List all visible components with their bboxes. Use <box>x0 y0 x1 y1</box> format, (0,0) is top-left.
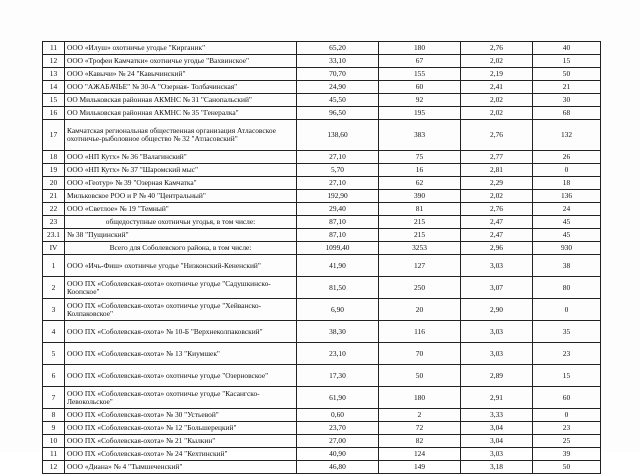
row-number: 21 <box>43 190 65 203</box>
table-row <box>43 299 601 321</box>
table-row <box>43 190 601 203</box>
table-row <box>43 68 601 81</box>
row-name: ООО ПХ «Соболевская-охота» охотничье угодье "Озерновское" <box>65 365 297 387</box>
row-col-b: 124 <box>379 448 461 461</box>
row-number: 12 <box>43 461 65 474</box>
row-name: ООО «НП Кутх» № 37 "Шаромский мыс" <box>65 164 297 177</box>
row-area: 33,10 <box>297 55 379 68</box>
row-area: 61,90 <box>297 387 379 409</box>
row-col-b: 127 <box>379 255 461 277</box>
row-col-c: 3,03 <box>461 255 533 277</box>
row-number: 3 <box>43 299 65 321</box>
row-col-c: 2,02 <box>461 190 533 203</box>
row-col-c: 2,02 <box>461 55 533 68</box>
row-col-c: 2,77 <box>461 151 533 164</box>
row-col-c: 2,96 <box>461 242 533 255</box>
row-col-d: 68 <box>533 107 601 120</box>
row-name: ООО ПХ «Соболевская-охота» охотничье угодье "Садушкинско-Коопское" <box>65 277 297 299</box>
table-row <box>43 321 601 343</box>
row-col-d: 40 <box>533 42 601 55</box>
row-name: ООО ПХ «Соболевская-охота» № 30 "Устьевой" <box>65 409 297 422</box>
row-area: 46,80 <box>297 461 379 474</box>
row-col-c: 2,89 <box>461 365 533 387</box>
row-name: ООО «Илуш» охотничье угодье "Кирганик" <box>65 42 297 55</box>
table-row <box>43 94 601 107</box>
row-name: ООО «Геотур» № 39 "Озерная Камчатка" <box>65 177 297 190</box>
row-number: 13 <box>43 68 65 81</box>
row-name: ООО «Кавычи» № 24 "Кавычинский" <box>65 68 297 81</box>
row-name: ООО ПХ «Соболевская-охота» охотничье угодье "Хейванско-Колпаковское" <box>65 299 297 321</box>
row-col-b: 390 <box>379 190 461 203</box>
table-row <box>43 164 601 177</box>
row-col-d: 25 <box>533 435 601 448</box>
row-name: ОО Мильковская районная АКМНС № 31 "Санопальский" <box>65 94 297 107</box>
row-number: 11 <box>43 448 65 461</box>
row-area: 17,30 <box>297 365 379 387</box>
row-area: 138,60 <box>297 120 379 151</box>
row-area: 27,10 <box>297 177 379 190</box>
row-area: 24,90 <box>297 81 379 94</box>
row-area: 45,50 <box>297 94 379 107</box>
row-col-c: 3,04 <box>461 422 533 435</box>
row-col-c: 3,03 <box>461 343 533 365</box>
table-row <box>43 461 601 474</box>
row-number: 11 <box>43 42 65 55</box>
row-col-d: 21 <box>533 81 601 94</box>
table-body <box>43 42 601 474</box>
row-col-c: 2,47 <box>461 229 533 242</box>
row-col-d: 60 <box>533 387 601 409</box>
table-row <box>43 107 601 120</box>
table-row <box>43 120 601 151</box>
row-number: 8 <box>43 409 65 422</box>
table-row <box>43 409 601 422</box>
table-row <box>43 216 601 229</box>
row-col-b: 215 <box>379 216 461 229</box>
table-row <box>43 242 601 255</box>
row-area: 27,00 <box>297 435 379 448</box>
row-number: 14 <box>43 81 65 94</box>
table-row <box>43 229 601 242</box>
row-name: Мильковское РОО и Р № 40 "Центральный" <box>65 190 297 203</box>
row-number: 2 <box>43 277 65 299</box>
row-number: 17 <box>43 120 65 151</box>
row-number: IV <box>43 242 65 255</box>
table-row <box>43 365 601 387</box>
row-col-b: 50 <box>379 365 461 387</box>
row-col-c: 2,76 <box>461 42 533 55</box>
row-number: 1 <box>43 255 65 277</box>
row-col-d: 24 <box>533 203 601 216</box>
row-col-c: 2,90 <box>461 299 533 321</box>
row-col-d: 50 <box>533 461 601 474</box>
row-col-b: 215 <box>379 229 461 242</box>
row-col-d: 15 <box>533 55 601 68</box>
row-col-b: 195 <box>379 107 461 120</box>
row-col-c: 2,47 <box>461 216 533 229</box>
row-number: 15 <box>43 94 65 107</box>
row-name: ООО ПХ «Соболевская-охота» № 24 "Кехтинский" <box>65 448 297 461</box>
row-col-c: 2,76 <box>461 203 533 216</box>
row-col-b: 92 <box>379 94 461 107</box>
row-area: 87,10 <box>297 216 379 229</box>
row-col-b: 72 <box>379 422 461 435</box>
row-col-b: 180 <box>379 42 461 55</box>
row-area: 0,60 <box>297 409 379 422</box>
row-number: 7 <box>43 387 65 409</box>
row-col-d: 0 <box>533 409 601 422</box>
table-row <box>43 81 601 94</box>
row-name: ОО Мильковская районная АКМНС № 35 "Генералка" <box>65 107 297 120</box>
table-row <box>43 255 601 277</box>
row-col-b: 20 <box>379 299 461 321</box>
row-col-c: 3,04 <box>461 435 533 448</box>
row-number: 20 <box>43 177 65 190</box>
row-number: 22 <box>43 203 65 216</box>
table-row <box>43 343 601 365</box>
row-col-d: 30 <box>533 94 601 107</box>
row-col-d: 45 <box>533 229 601 242</box>
row-col-d: 136 <box>533 190 601 203</box>
row-number: 4 <box>43 321 65 343</box>
row-col-d: 930 <box>533 242 601 255</box>
row-col-d: 38 <box>533 255 601 277</box>
row-col-d: 18 <box>533 177 601 190</box>
row-col-b: 149 <box>379 461 461 474</box>
row-col-d: 15 <box>533 365 601 387</box>
table-row <box>43 435 601 448</box>
row-name: ООО «НП Кутх» № 36 "Валагинский" <box>65 151 297 164</box>
row-col-c: 3,07 <box>461 277 533 299</box>
row-name: ООО «Светлое» № 19 "Темный" <box>65 203 297 216</box>
row-col-d: 0 <box>533 164 601 177</box>
row-number: 12 <box>43 55 65 68</box>
row-name: ООО "АЖАБАЧЬЕ" № 30-А "Озерная- Толбачинская" <box>65 81 297 94</box>
table-row <box>43 151 601 164</box>
row-area: 96,50 <box>297 107 379 120</box>
row-number: 10 <box>43 435 65 448</box>
row-col-b: 82 <box>379 435 461 448</box>
row-area: 87,10 <box>297 229 379 242</box>
table-row <box>43 387 601 409</box>
row-number: 23.1 <box>43 229 65 242</box>
row-number: 16 <box>43 107 65 120</box>
row-col-b: 70 <box>379 343 461 365</box>
row-col-b: 155 <box>379 68 461 81</box>
row-col-c: 2,02 <box>461 94 533 107</box>
row-col-d: 80 <box>533 277 601 299</box>
row-col-d: 35 <box>533 321 601 343</box>
row-name: общедоступные охотничьи угодья, в том числе: <box>65 216 297 229</box>
table-row <box>43 422 601 435</box>
row-area: 65,20 <box>297 42 379 55</box>
row-col-c: 2,81 <box>461 164 533 177</box>
row-col-d: 45 <box>533 216 601 229</box>
row-col-d: 23 <box>533 343 601 365</box>
row-area: 70,70 <box>297 68 379 81</box>
row-area: 81,50 <box>297 277 379 299</box>
row-col-c: 2,29 <box>461 177 533 190</box>
row-name: ООО «Ичь-Фиш» охотничье угодье "Низконский-Кененский" <box>65 255 297 277</box>
row-col-b: 67 <box>379 55 461 68</box>
row-col-b: 180 <box>379 387 461 409</box>
row-area: 27,10 <box>297 151 379 164</box>
row-number: 6 <box>43 365 65 387</box>
table-row <box>43 42 601 55</box>
row-col-c: 3,03 <box>461 448 533 461</box>
row-name: ООО ПХ «Соболевская-охота» № 12 "Большерецкий" <box>65 422 297 435</box>
row-col-c: 2,91 <box>461 387 533 409</box>
row-col-b: 60 <box>379 81 461 94</box>
row-area: 40,90 <box>297 448 379 461</box>
row-col-c: 3,03 <box>461 321 533 343</box>
row-number: 19 <box>43 164 65 177</box>
row-col-b: 250 <box>379 277 461 299</box>
row-area: 29,40 <box>297 203 379 216</box>
table-row <box>43 55 601 68</box>
row-area: 5,70 <box>297 164 379 177</box>
row-col-d: 132 <box>533 120 601 151</box>
row-name: ООО ПХ «Соболевская-охота» № 13 "Киумшек" <box>65 343 297 365</box>
row-col-c: 2,76 <box>461 120 533 151</box>
row-col-d: 0 <box>533 299 601 321</box>
row-col-c: 2,02 <box>461 107 533 120</box>
row-area: 1099,40 <box>297 242 379 255</box>
row-col-d: 50 <box>533 68 601 81</box>
row-col-b: 383 <box>379 120 461 151</box>
row-area: 41,90 <box>297 255 379 277</box>
row-col-b: 62 <box>379 177 461 190</box>
row-name: ООО «Трофеи Камчатки» охотничье угодье "Вахвинское" <box>65 55 297 68</box>
row-col-b: 81 <box>379 203 461 216</box>
row-name: Камчатская региональная общественная организация Атласовское охотничье-рыболовное общество № 32 "Атласовский" <box>65 120 297 151</box>
row-col-b: 2 <box>379 409 461 422</box>
row-area: 23,70 <box>297 422 379 435</box>
row-name: Всего для Соболевского района, в том числе: <box>65 242 297 255</box>
row-area: 38,30 <box>297 321 379 343</box>
row-col-b: 3253 <box>379 242 461 255</box>
data-table <box>42 41 601 474</box>
row-number: 9 <box>43 422 65 435</box>
row-number: 18 <box>43 151 65 164</box>
row-col-d: 26 <box>533 151 601 164</box>
row-name: ООО ПХ «Соболевская-охота» охотничье угодье "Касангско-Левокольское" <box>65 387 297 409</box>
row-name: ООО ПХ «Соболевская-охота» № 21 "Кылкин" <box>65 435 297 448</box>
table-row <box>43 448 601 461</box>
row-col-c: 3,33 <box>461 409 533 422</box>
table-row <box>43 277 601 299</box>
row-number: 5 <box>43 343 65 365</box>
row-col-c: 3,18 <box>461 461 533 474</box>
row-col-b: 16 <box>379 164 461 177</box>
row-col-d: 23 <box>533 422 601 435</box>
row-name: ООО ПХ «Соболевская-охота» № 10-Б "Верхнеколпаковский" <box>65 321 297 343</box>
row-col-b: 75 <box>379 151 461 164</box>
table-row <box>43 177 601 190</box>
row-name: № 38 "Пущинский" <box>65 229 297 242</box>
row-area: 6,90 <box>297 299 379 321</box>
row-area: 192,90 <box>297 190 379 203</box>
row-area: 23,10 <box>297 343 379 365</box>
row-col-b: 116 <box>379 321 461 343</box>
table-row <box>43 203 601 216</box>
row-number: 23 <box>43 216 65 229</box>
row-col-d: 39 <box>533 448 601 461</box>
row-col-c: 2,19 <box>461 68 533 81</box>
row-name: ООО «Диана» № 4 "Тымшеченский" <box>65 461 297 474</box>
row-col-c: 2,41 <box>461 81 533 94</box>
